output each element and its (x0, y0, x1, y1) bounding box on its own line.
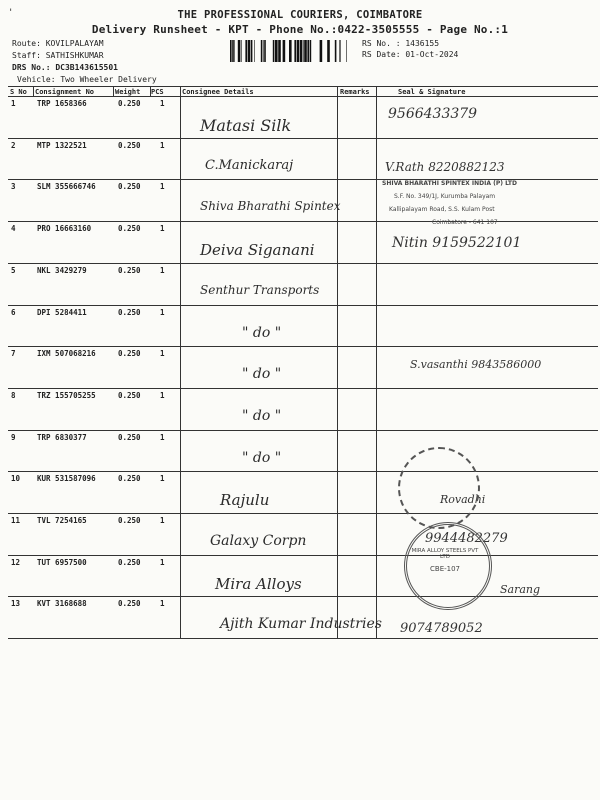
barcode-bar (230, 40, 232, 62)
row-serial-number: 8 (11, 390, 16, 400)
consignment-number: SLM 355666746 (37, 182, 96, 192)
consignee-name: " do " (242, 449, 282, 466)
runsheet-subtitle: Delivery Runsheet - KPT - Phone No.:0422-3505555 - Page No.:1 (91, 23, 509, 36)
row-serial-number: 1 (11, 99, 16, 108)
row-divider (8, 305, 598, 306)
pieces-count: 1 (160, 182, 165, 192)
consignee-name: Rajulu (220, 491, 270, 510)
weight-value: 0.250 (118, 474, 141, 484)
row-serial-number: 6 (11, 307, 16, 317)
row-serial-number: 4 (11, 224, 16, 234)
signature-text: Rovadhi (440, 493, 486, 507)
consignment-number: TUT 6957500 (37, 557, 87, 567)
weight-value: 0.250 (118, 432, 141, 442)
vehicle-label: Vehicle: Two Wheeler Delivery (17, 75, 157, 84)
consignment-number: KUR 531587096 (37, 474, 96, 484)
row-divider (8, 596, 598, 597)
stamp-shiva-line2: S.F. No. 349/1J, Kurumba Palayam (394, 193, 496, 200)
pieces-count: 1 (160, 516, 165, 525)
weight-value: 0.250 (118, 557, 141, 567)
weight-value: 0.250 (118, 349, 141, 359)
consignment-number: NKL 3429279 (37, 265, 87, 275)
barcode-bar (304, 40, 307, 62)
pieces-count: 1 (160, 349, 165, 359)
consignee-name: C.Manickaraj (205, 157, 294, 173)
row-serial-number: 5 (11, 265, 16, 275)
weight-value: 0.250 (118, 182, 141, 192)
consignment-number: PRO 16663160 (37, 224, 92, 234)
consignee-name: Deiva Siganani (200, 241, 315, 260)
col-header-seal: Seal & Signature (398, 88, 466, 96)
barcode-bar (263, 40, 264, 62)
barcode-bar (307, 40, 309, 62)
row-serial-number: 7 (11, 349, 16, 359)
col-header-consignment: Consignment No (35, 88, 95, 96)
stamp-mira-center: CBE-107 (430, 565, 460, 573)
barcode-bar (339, 40, 340, 62)
weight-value: 0.250 (118, 390, 141, 400)
barcode-bar (278, 40, 281, 62)
barcode-bar (238, 40, 241, 62)
row-serial-number: 10 (11, 474, 21, 484)
consignee-name: Mira Alloys (215, 574, 302, 593)
barcode-bar (232, 40, 234, 62)
row-divider (8, 346, 598, 347)
consignment-number: KVT 3168688 (37, 599, 87, 609)
route-label: Route: KOVILPALAYAM (12, 39, 104, 48)
barcode-bar (234, 40, 235, 62)
stamp-shiva-line1: SHIVA BHARATHI SPINTEX INDIA (P) LTD (382, 180, 517, 187)
barcode-bar (297, 40, 300, 62)
consignee-name: Senthur Transports (200, 282, 320, 297)
consignee-name: " do " (242, 324, 282, 341)
consignment-number: TRP 6830377 (37, 432, 87, 442)
barcode-bar (289, 40, 292, 62)
row-divider (8, 513, 598, 514)
barcode-bar (335, 40, 337, 62)
barcode-bar (261, 40, 263, 62)
table-bottom-border (8, 638, 598, 639)
barcode-bar (283, 40, 286, 62)
signature-text: S.vasanthi 9843586000 (410, 358, 542, 372)
signature-text: Nitin 9159522101 (392, 235, 522, 252)
round-stamp-courier (398, 447, 480, 529)
weight-value: 0.250 (118, 516, 141, 525)
col-header-weight: Weight (115, 88, 141, 96)
stamp-shiva-line3: Kallipalayam Road, S.S. Kulam Post (389, 206, 495, 213)
col-header-sno: S No (10, 88, 27, 96)
signature-text: Sarang (500, 582, 541, 596)
consignee-name: Ajith Kumar Industries (220, 616, 382, 633)
rs-number: RS No. : 1436155 (362, 39, 440, 48)
row-divider (8, 221, 598, 222)
barcode-bar (241, 40, 242, 62)
pieces-count: 1 (160, 140, 165, 150)
consignee-name: Galaxy Corpn (210, 533, 307, 549)
consignment-number: TRP 1658366 (37, 99, 87, 108)
pieces-count: 1 (160, 390, 165, 400)
barcode-bar (254, 40, 255, 62)
company-title: THE PROFESSIONAL COURIERS, COIMBATORE (177, 9, 423, 21)
consignee-name: Shiva Bharathi Spintex (200, 199, 341, 214)
pieces-count: 1 (160, 474, 165, 484)
barcode-bar (273, 40, 275, 62)
barcode-bar (294, 40, 296, 62)
weight-value: 0.250 (118, 224, 141, 234)
signature-text: 9074789052 (400, 621, 483, 637)
consignment-number: TRZ 155705255 (37, 390, 96, 400)
row-serial-number: 3 (11, 182, 16, 192)
weight-value: 0.250 (118, 599, 141, 609)
weight-value: 0.250 (118, 140, 141, 150)
barcode-bar (248, 40, 251, 62)
row-serial-number: 12 (11, 557, 21, 567)
corner-mark: ' (8, 8, 14, 18)
barcode-bar (340, 40, 341, 62)
consignment-number: IXM 507068216 (37, 349, 96, 359)
consignment-number: DPI 5284411 (37, 307, 87, 317)
consignee-name: " do " (242, 366, 282, 383)
row-divider (8, 388, 598, 389)
consignee-name: " do " (242, 407, 282, 424)
consignment-number: TVL 7254165 (37, 516, 87, 525)
pieces-count: 1 (160, 557, 165, 567)
signature-text: 9944482279 (425, 531, 508, 546)
barcode-bar (300, 40, 303, 62)
weight-value: 0.250 (118, 265, 141, 275)
weight-value: 0.250 (118, 307, 141, 317)
row-divider (8, 430, 598, 431)
col-header-pcs: PCS (151, 88, 164, 96)
row-serial-number: 13 (11, 599, 21, 609)
col-header-consignee: Consignee Details (182, 88, 254, 96)
barcode-bar (327, 40, 330, 62)
stamp-shiva-line4: Coimbatore - 641 107 (432, 219, 498, 226)
row-serial-number: 11 (11, 516, 21, 525)
runsheet-table (8, 86, 598, 638)
barcode-bar (251, 40, 253, 62)
pieces-count: 1 (160, 307, 165, 317)
barcode-bar (245, 40, 247, 62)
row-divider (8, 555, 598, 556)
col-header-remarks: Remarks (340, 88, 370, 96)
drs-number: DRS No.: DC3B143615501 (12, 63, 118, 72)
row-divider (8, 471, 598, 472)
weight-value: 0.250 (118, 99, 141, 108)
row-divider (8, 138, 598, 139)
row-divider (8, 263, 598, 264)
pieces-count: 1 (160, 99, 165, 108)
consignment-number: MTP 1322521 (37, 140, 87, 150)
pieces-count: 1 (160, 224, 165, 234)
consignee-name: Matasi Silk (200, 116, 292, 135)
barcode-bar (310, 40, 312, 62)
row-serial-number: 2 (11, 140, 16, 150)
barcode-bar (275, 40, 278, 62)
barcode-bar (264, 40, 266, 62)
barcode-bar (303, 40, 304, 62)
barcode-bar (346, 40, 347, 62)
barcode-bar (320, 40, 323, 62)
barcode-image (230, 40, 348, 62)
row-serial-number: 9 (11, 432, 16, 442)
signature-text: V.Rath 8220882123 (385, 159, 505, 174)
staff-label: Staff: SATHISHKUMAR (12, 51, 104, 60)
rs-date: RS Date: 01-Oct-2024 (362, 50, 459, 59)
pieces-count: 1 (160, 432, 165, 442)
pieces-count: 1 (160, 265, 165, 275)
stamp-mira-text: MIRA ALLOY STEELS PVT LTD (411, 548, 479, 560)
pieces-count: 1 (160, 599, 165, 609)
signature-text: 9566433379 (388, 106, 478, 122)
